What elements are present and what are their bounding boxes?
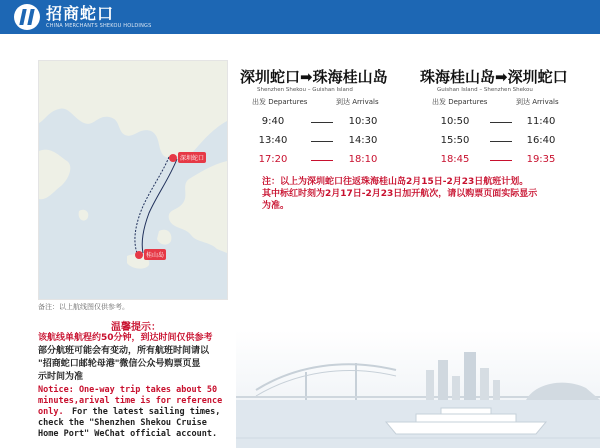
route-1-subtitle: Shenzhen Shekou – Guishan Island (257, 87, 353, 93)
map-note: 备注：以上航线图仅供参考。 (38, 303, 129, 311)
route-2-row-1-departure: 10:50 (440, 116, 470, 127)
schedule-note-line-2: 其中标红时刻为2月17日-2月23日加开航次，请以购票页面实际显示 (262, 189, 538, 199)
reminder-en-line-4: For the latest sailing times, (72, 407, 221, 417)
route-1-title: 深圳蛇口➡珠海桂山岛 (240, 68, 388, 86)
schedule-note-line-3: 为准。 (262, 201, 290, 211)
map-label-shekou: 深圳蛇口 (179, 155, 205, 162)
route-2-row-2-arrival: 16:40 (526, 135, 556, 146)
route-2-title: 珠海桂山岛➡深圳蛇口 (420, 68, 568, 86)
map-label-guishan: 桂山岛 (145, 252, 165, 259)
harbour-skyline-illustration (236, 330, 600, 448)
header-bar (0, 0, 600, 34)
route-1-row-1-arrival: 10:30 (348, 116, 378, 127)
brand-name: 招商蛇口 (46, 3, 115, 23)
route-2-row-3-departure: 18:45 (440, 154, 470, 165)
route-2-row-1-arrival: 11:40 (526, 116, 556, 127)
reminder-en-line-6: Home Port" WeChat official account. (38, 429, 218, 439)
route-2-subtitle: Guishan Island – Shenzhen Shekou (437, 87, 533, 93)
route-map (38, 60, 228, 300)
guishan-marker (135, 251, 143, 259)
route-2-depart-header: 出发 Departures (432, 98, 488, 106)
brand-logo (14, 4, 151, 30)
reminder-cn-line-1: 该航线单航程约50分钟，到达时间仅供参考 (38, 333, 213, 343)
reminder-en-line-2: minutes,arival time is for reference (38, 396, 223, 406)
route-1-row-2-departure: 13:40 (258, 135, 288, 146)
shekou-marker (169, 154, 177, 162)
reminder-title: 温馨提示： (111, 322, 161, 333)
brand-name-en: CHINA MERCHANTS SHEKOU HOLDINGS (46, 22, 152, 29)
route-1-row-3-departure: 17:20 (258, 154, 288, 165)
route-2-row-1-dash (490, 122, 512, 123)
route-1-row-2-dash (311, 141, 333, 142)
route-2-row-3-dash (490, 160, 512, 161)
route-2-row-3-arrival: 19:35 (526, 154, 556, 165)
reminder-cn-line-2: 部分航班可能会有变动，所有航班时间请以 (38, 346, 210, 356)
route-1-row-3-dash (311, 160, 333, 161)
route-1-row-3-arrival: 18:10 (348, 154, 378, 165)
route-2-arrive-header: 到达 Arrivals (516, 98, 559, 106)
route-2-row-2-departure: 15:50 (440, 135, 470, 146)
reminder-en-line-1: Notice: One-way trip takes about 50 (38, 385, 218, 395)
schedule-note-line-1: 注：以上为深圳蛇口往返珠海桂山岛2月15日-2月23日航班计划。 (262, 177, 529, 187)
route-1-depart-header: 出发 Departures (252, 98, 308, 106)
route-map-graphic (39, 61, 227, 299)
brand-logo-icon (14, 4, 40, 30)
reminder-en-line-3: only. (38, 407, 64, 417)
route-1-row-1-departure: 9:40 (261, 116, 285, 127)
reminder-cn-line-4: 示时间为准 (38, 372, 84, 382)
route-2-row-2-dash (490, 141, 512, 142)
route-1-row-2-arrival: 14:30 (348, 135, 378, 146)
reminder-cn-line-3: "招商蛇口邮轮母港"微信公众号购票页显 (38, 359, 201, 369)
route-1-arrive-header: 到达 Arrivals (336, 98, 379, 106)
route-1-row-1-dash (311, 122, 333, 123)
reminder-en-line-5: check the "Shenzhen Shekou Cruise (38, 418, 207, 428)
schedule-note (262, 176, 582, 212)
